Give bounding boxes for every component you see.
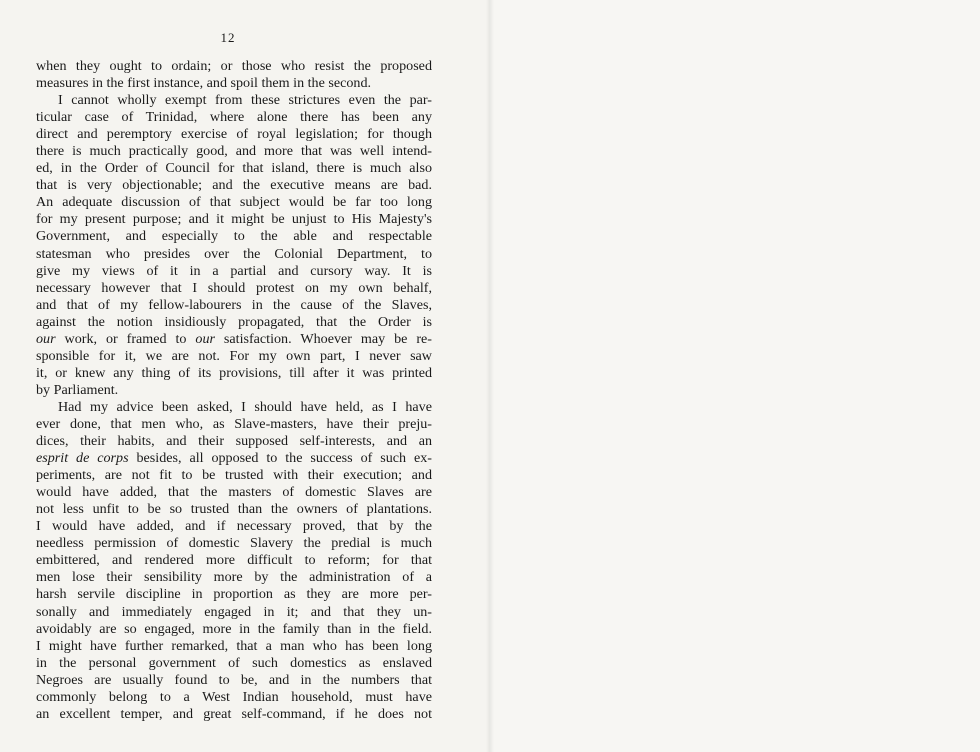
text-line: for my present purpose; and it might be unjust to His Majesty's [36, 211, 432, 228]
text-line: embittered, and rendered more difficult to reform; for that [36, 552, 432, 569]
text-line: avoidably are so engaged, more in the family than in the field. [36, 620, 432, 637]
text-line: direct and peremptory exercise of royal legislation; for though [36, 126, 432, 143]
book-gutter [486, 0, 494, 752]
text-line: not less unfit to be so trusted than the owners of plantations. [36, 501, 432, 518]
text-line: when they ought to ordain; or those who resist the proposed [36, 58, 432, 74]
text-line: ticular case of Trinidad, where alone there has been any [36, 109, 432, 126]
text-line: an excellent temper, and great self-command, if he does not [36, 705, 432, 722]
text-line: sonally and immediately engaged in it; and that they un- [36, 603, 432, 620]
text-line: commonly belong to a West Indian household, must have [36, 688, 432, 705]
text-line: there is much practically good, and more that was well intend- [36, 143, 432, 160]
text-line: needless permission of domestic Slavery the predial is much [36, 535, 432, 552]
right-page [490, 0, 980, 752]
text-line: men lose their sensibility more by the administration of a [36, 569, 432, 586]
text-line: ed, in the Order of Council for that island, there is much also [36, 160, 432, 177]
text-line: give my views of it in a partial and cursory way. It is [36, 262, 432, 279]
text-line: measures in the first instance, and spoil them in the second. [36, 75, 372, 92]
left-page-text [36, 58, 432, 723]
text-line: sponsible for it, we are not. For my own part, I never saw [36, 347, 432, 364]
text-line: statesman who presides over the Colonial Department, to [36, 245, 432, 262]
text-line: would have added, that the masters of domestic Slaves are [36, 484, 432, 501]
text-line: periments, are not fit to be trusted with their execution; and [36, 467, 432, 484]
text-line: Government, and especially to the able and respectable [36, 228, 432, 245]
text-line: esprit de corps besides, all opposed to the success of such ex- [36, 450, 432, 467]
text-line: I might have further remarked, that a man who has been long [36, 637, 432, 654]
text-line: it, or knew any thing of its provisions, till after it was printed [36, 364, 432, 381]
page-number-left: 12 [220, 30, 236, 45]
text-line: against the notion insidiously propagated, that the Order is [36, 313, 432, 330]
text-line: and that of my fellow-labourers in the cause of the Slaves, [36, 296, 432, 313]
text-line: Had my advice been asked, I should have held, as I have [58, 398, 432, 415]
text-line: necessary however that I should protest on my own behalf, [36, 279, 432, 296]
text-line: An adequate discussion of that subject would be far too long [36, 194, 432, 211]
text-line: I cannot wholly exempt from these strictures even the par- [58, 92, 432, 109]
text-line: that is very objectionable; and the executive means are bad. [36, 177, 432, 194]
text-line: I would have added, and if necessary proved, that by the [36, 518, 432, 535]
text-line: dices, their habits, and their supposed self-interests, and an [36, 433, 432, 450]
text-line: our work, or framed to our satisfaction. Whoever may be re- [36, 330, 432, 347]
text-line: by Parliament. [36, 381, 119, 398]
text-line: Negroes are usually found to be, and in the numbers that [36, 671, 432, 688]
text-line: in the personal government of such domestics as enslaved [36, 654, 432, 671]
text-line: ever done, that men who, as Slave-masters, have their preju- [36, 415, 432, 432]
text-line: harsh servile discipline in proportion as they are more per- [36, 586, 432, 603]
